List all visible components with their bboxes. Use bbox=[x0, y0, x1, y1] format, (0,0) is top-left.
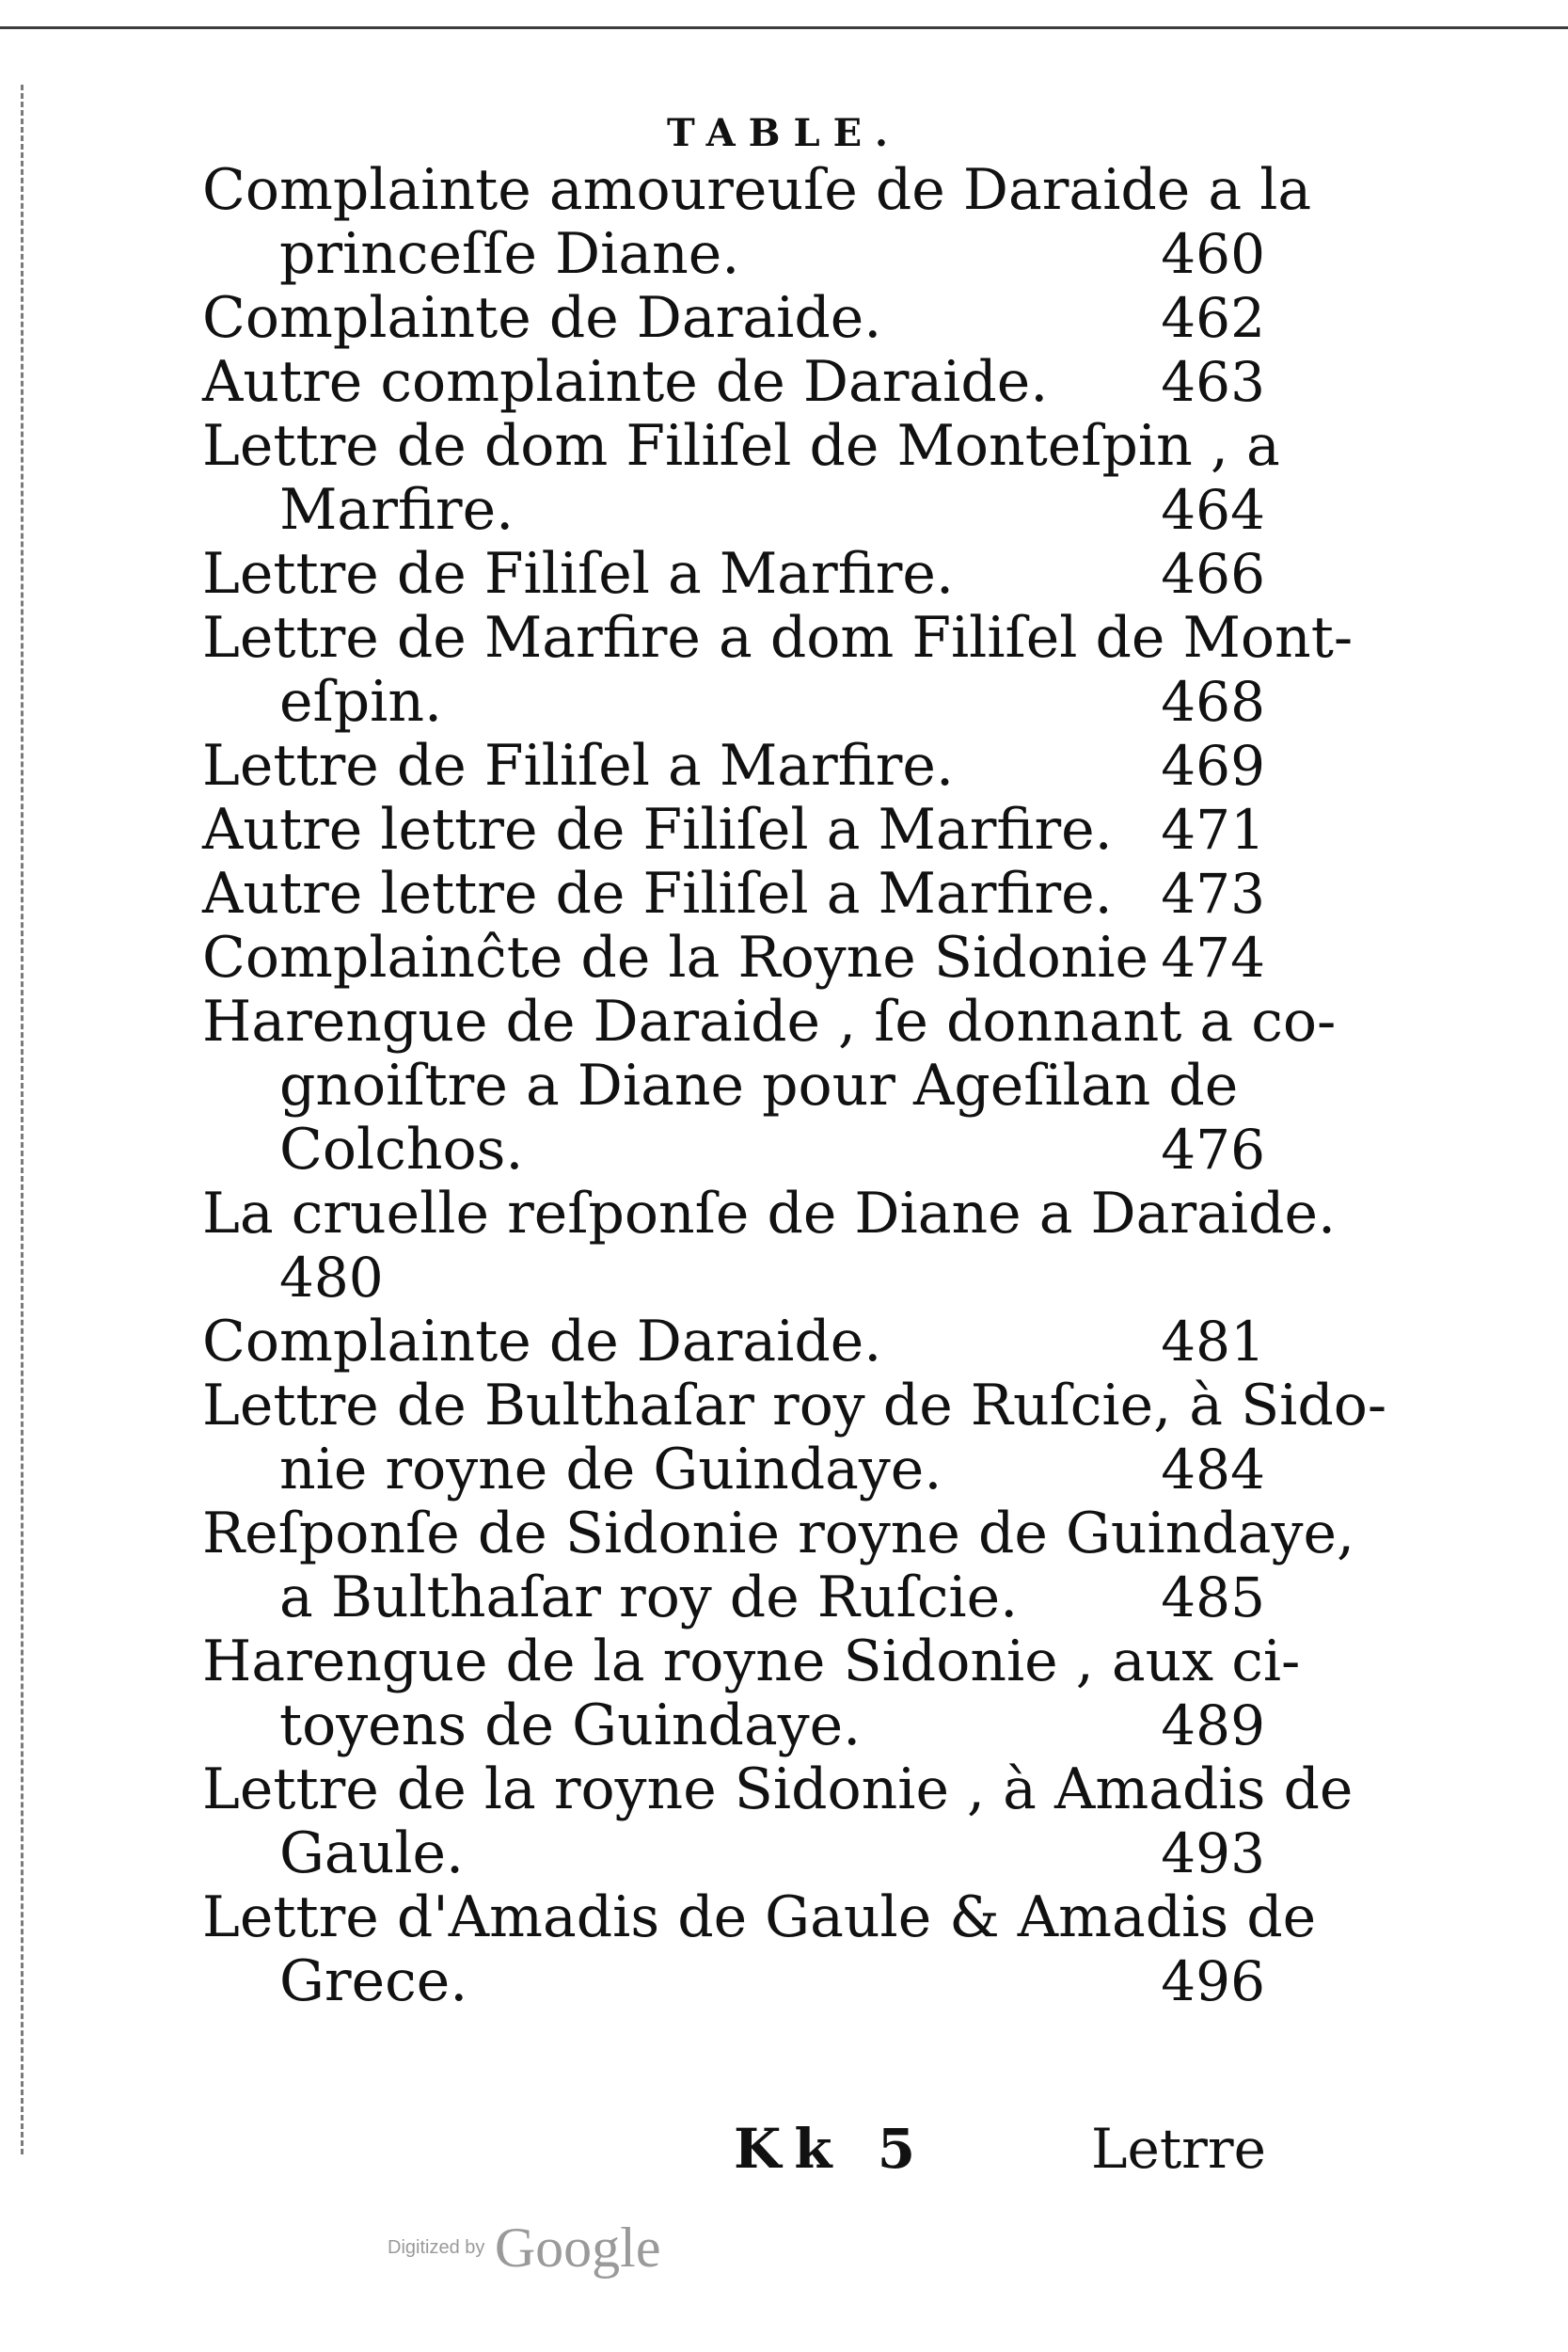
toc-entry bbox=[202, 1373, 1387, 1502]
toc-page-number: 476 bbox=[1161, 1118, 1265, 1182]
toc-entry bbox=[202, 542, 1265, 606]
toc-entry bbox=[202, 157, 1312, 287]
toc-entry bbox=[202, 1501, 1355, 1630]
toc-entry-text: Lettre de Filiſel a Marfire. bbox=[202, 733, 955, 799]
toc-page-number: 484 bbox=[1161, 1438, 1265, 1502]
catchword: Letrre bbox=[1091, 2117, 1266, 2181]
toc-entry-text: Lettre de dom Filiſel de Monteſpin , a bbox=[202, 413, 1280, 479]
toc-page-number: 481 bbox=[1161, 1310, 1265, 1374]
toc-entry-text: Complainte de Daraide. bbox=[202, 285, 882, 351]
toc-entry-text: Lettre de la royne Sidonie , à Amadis de bbox=[202, 1756, 1354, 1822]
toc-entry bbox=[202, 1884, 1317, 2014]
toc-page-number: 489 bbox=[1161, 1693, 1265, 1757]
toc-entry bbox=[202, 413, 1280, 543]
table-of-contents bbox=[202, 157, 1387, 2014]
toc-entry-text: eſpin. bbox=[279, 669, 443, 735]
toc-entry bbox=[202, 1181, 1337, 1310]
toc-page-number: 462 bbox=[1161, 286, 1265, 350]
toc-entry-text: Lettre de Filiſel a Marfire. bbox=[202, 541, 955, 607]
toc-page-number: 471 bbox=[1161, 798, 1265, 862]
toc-entry bbox=[202, 798, 1265, 862]
toc-entry-text: Autre lettre de Filiſel a Marfire. bbox=[202, 861, 1113, 927]
toc-page-number: 460 bbox=[1161, 222, 1265, 286]
toc-page-number: 474 bbox=[1161, 926, 1265, 990]
toc-entry bbox=[202, 989, 1337, 1183]
page-header: TABLE. bbox=[667, 111, 901, 155]
toc-entry-text: Harengue de la royne Sidonie , aux ci- bbox=[202, 1629, 1301, 1694]
toc-page-number: 493 bbox=[1161, 1821, 1265, 1885]
toc-entry-text: Marfire. bbox=[279, 477, 515, 543]
toc-page-number: 466 bbox=[1161, 542, 1265, 606]
toc-entry-text: Harengue de Daraide , ſe donnant a co- bbox=[202, 989, 1337, 1055]
toc-entry-text: princeſſe Diane. bbox=[279, 221, 740, 287]
toc-entry-text: Autre complainte de Daraide. bbox=[202, 349, 1049, 415]
toc-page-number: 464 bbox=[1161, 478, 1265, 542]
toc-entry-text: a Bulthaſar roy de Ruſcie. bbox=[279, 1565, 1019, 1630]
toc-entry bbox=[202, 1756, 1354, 1886]
toc-entry bbox=[202, 605, 1354, 735]
toc-entry bbox=[202, 350, 1265, 414]
toc-page-number: 485 bbox=[1161, 1565, 1265, 1629]
digitization-watermark bbox=[388, 2216, 801, 2280]
toc-entry-text: Lettre de Marfire a dom Filiſel de Mont- bbox=[202, 605, 1354, 671]
toc-page-number: 463 bbox=[1161, 350, 1265, 414]
toc-entry bbox=[202, 1629, 1301, 1758]
toc-page-number: 473 bbox=[1161, 862, 1265, 926]
toc-entry bbox=[202, 862, 1265, 926]
toc-page-number: 496 bbox=[1161, 1949, 1265, 2013]
toc-entry bbox=[202, 1310, 1265, 1374]
toc-entry bbox=[202, 926, 1265, 990]
toc-entry-text: nie royne de Guindaye. bbox=[279, 1437, 942, 1502]
toc-entry-text: Autre lettre de Filiſel a Marfire. bbox=[202, 797, 1113, 863]
toc-entry-text: gnoiſtre a Diane pour Ageſilan de bbox=[279, 1053, 1239, 1119]
toc-entry-text: toyens de Guindaye. bbox=[279, 1692, 862, 1758]
page-footer bbox=[0, 2117, 1568, 2192]
google-logo: Google bbox=[494, 2217, 661, 2279]
toc-entry-text: Colchos. bbox=[279, 1117, 524, 1183]
toc-page-number: 469 bbox=[1161, 734, 1265, 798]
signature-mark: Kk 5 bbox=[734, 2117, 929, 2181]
toc-entry-text: Lettre de Bulthaſar roy de Ruſcie, à Sido- bbox=[202, 1373, 1387, 1438]
toc-entry bbox=[202, 734, 1265, 798]
toc-entry-text: Reſponſe de Sidonie royne de Guindaye, bbox=[202, 1501, 1355, 1566]
toc-entry-text: Complainĉte de la Royne Sidonie bbox=[202, 925, 1149, 991]
toc-page-number: 480 bbox=[279, 1246, 384, 1310]
toc-entry-text: Complainte amoureuſe de Daraide a la bbox=[202, 157, 1312, 223]
toc-entry-text: La cruelle reſponſe de Diane a Daraide. bbox=[202, 1181, 1337, 1247]
watermark-prefix: Digitized by bbox=[388, 2237, 485, 2258]
page-edge bbox=[21, 85, 27, 2154]
toc-entry-text: Complainte de Daraide. bbox=[202, 1309, 882, 1375]
toc-entry-text: Grece. bbox=[279, 1948, 468, 2014]
toc-entry-text: Lettre d'Amadis de Gaule & Amadis de bbox=[202, 1884, 1317, 1950]
previous-page-bleed bbox=[0, 0, 1568, 29]
toc-entry-text: Gaule. bbox=[279, 1820, 465, 1886]
toc-entry bbox=[202, 286, 1265, 350]
toc-page-number: 468 bbox=[1161, 670, 1265, 734]
